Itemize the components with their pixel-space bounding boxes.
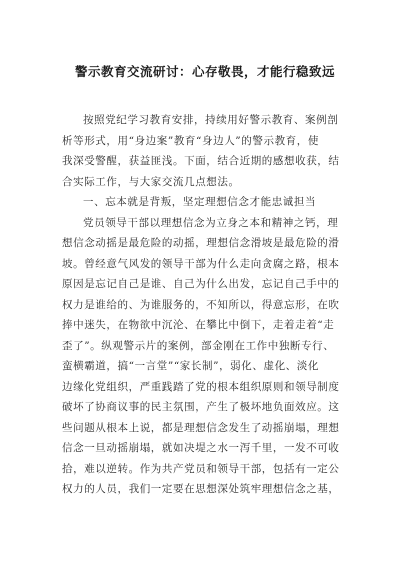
- paragraph-line: 信念一旦动摇崩塌，就如决堤之水一泻千里，一发不可收: [62, 442, 340, 454]
- paragraph-line: 拾，难以逆转。作为共产党员和领导干部，包括有一定公: [62, 462, 340, 475]
- paragraph-line: 边缘化党组织，严重践踏了党的根本组织原则和领导制度: [62, 380, 340, 393]
- paragraph-line: 歪了”。纵观警示片的案例，部金刚在工作中独断专行、: [62, 339, 335, 352]
- paragraph-line: 我深受警醒，获益匪浅。下面，结合近期的感想收获，结: [62, 155, 340, 167]
- document-body: [62, 110, 362, 500]
- document-title: 警示教育交流研讨：心存敬畏，才能行稳致远: [74, 64, 335, 79]
- paragraph-line: 权力的人员，我们一定要在思想深处筑牢理想信念之基，: [62, 483, 340, 495]
- paragraph-line: 些问题从根本上说，都是理想信念发生了动摇崩塌，理想: [62, 421, 340, 434]
- paragraph-line: 捧中迷失，在物欲中沉沦、在攀比中倒下，走着走着“走: [62, 319, 335, 331]
- paragraph-line: 合实际工作，与大家交流几点想法。: [62, 175, 240, 188]
- paragraph-line: 坡。曾经意气风发的领导干部为什么走向贪腐之路，根本: [62, 257, 340, 270]
- paragraph-line: 想信念动摇是最危险的动摇，理想信念滑坡是最危险的滑: [62, 237, 340, 249]
- paragraph-line: 权力是谁给的、为谁服务的，不知所以，得意忘形，在吹: [62, 298, 340, 311]
- paragraph-line: 党员领导干部以理想信念为立身之本和精神之钙，理: [83, 216, 339, 229]
- paragraph-line: 蛮横霸道，搞“一言堂”“家长制”，弱化、虚化、淡化: [62, 360, 319, 372]
- paragraph-line: 析等形式，用“身边案”教育“身边人”的警示教育，使: [62, 134, 319, 147]
- paragraph-line: 破坏了协商议事的民主氛围，产生了极坏地负面效应。这: [62, 401, 340, 413]
- paragraph-line: 按照党纪学习教育安排，持续用好警示教育、案例剖: [83, 114, 339, 126]
- paragraph-line: 原因是忘记自己是谁、自己为什么出发，忘记自己手中的: [62, 278, 340, 290]
- section-heading: 一、忘本就是背叛，坚定理想信念才能忠诚担当: [83, 196, 317, 208]
